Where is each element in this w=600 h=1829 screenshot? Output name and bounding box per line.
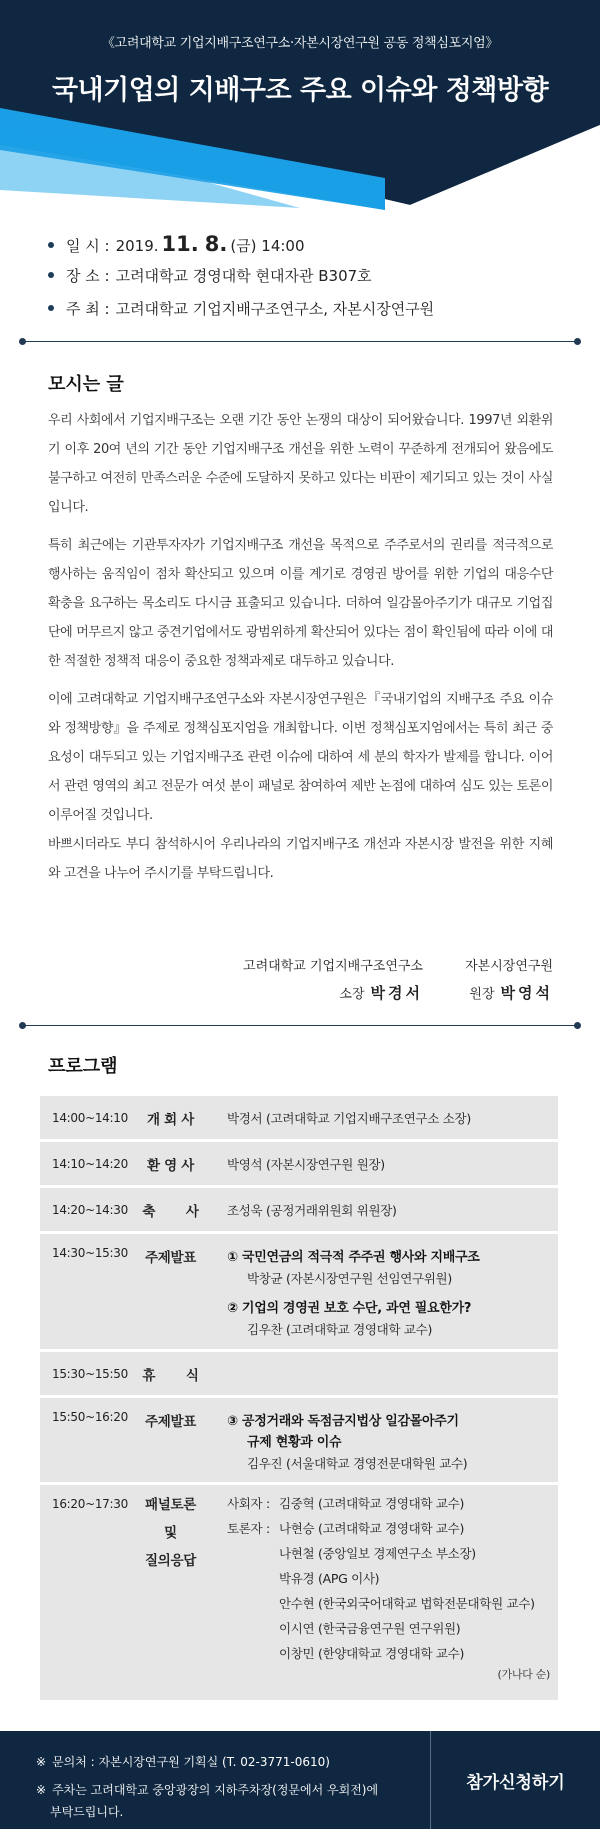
signature-title-1: 소장 <box>339 986 365 1002</box>
talk-speaker: 김우진 (서울대학교 경영전문대학원 교수) <box>247 1456 468 1471</box>
program-table <box>40 1093 558 1703</box>
date-year: 2019. <box>115 237 159 255</box>
signature-block <box>48 950 553 1006</box>
panelist-name: 박유경 (APG 이사) <box>279 1571 380 1586</box>
program-kind <box>128 1485 213 1700</box>
info-date <box>48 232 568 265</box>
talk-title: ③ 공정거래와 독점금지법상 일감몰아주기 <box>227 1414 459 1429</box>
program-kind: 환 영 사 <box>128 1142 213 1185</box>
table-row <box>40 1234 558 1349</box>
panelist <box>227 1616 558 1641</box>
panelist <box>227 1516 558 1541</box>
program-time: 14:10~14:20 <box>40 1142 128 1185</box>
bullet-icon <box>48 272 54 278</box>
program-desc <box>213 1234 558 1349</box>
talk-title: ① 국민연금의 적극적 주주권 행사와 지배구조 <box>227 1250 480 1265</box>
host-value: 고려대학교 기업지배구조연구소, 자본시장연구원 <box>115 300 435 318</box>
place-label: 장 소 : <box>66 267 110 285</box>
program-kind: 축 사 <box>128 1188 213 1231</box>
table-row <box>40 1352 558 1395</box>
panelist <box>227 1591 558 1616</box>
host-label: 주 최 : <box>66 300 110 318</box>
date-label: 일 시 : <box>66 237 110 255</box>
panelist-name: 나현승 (고려대학교 경영대학 교수) <box>279 1521 465 1536</box>
invitation-paragraph: 바쁘시더라도 부디 참석하시어 우리나라의 기업지배구조 개선과 자본시장 발전을 위한 지혜와 고견을 나누어 주시기를 부탁드립니다. <box>48 837 553 881</box>
signature-org-1: 고려대학교 기업지배구조연구소 <box>243 958 423 974</box>
parking-line-cont: 부탁드립니다. <box>50 1805 124 1819</box>
order-note: (가나다 순) <box>497 1668 550 1681</box>
bullet-icon <box>48 242 54 248</box>
program-kind-line: 질의응답 <box>145 1553 196 1569</box>
program-desc <box>213 1352 558 1395</box>
panelist <box>227 1641 558 1666</box>
signature-orgs <box>48 950 553 978</box>
program-desc: 박경서 (고려대학교 기업지배구조연구소 소장) <box>213 1096 558 1139</box>
moderator-label: 사회자 : <box>227 1496 270 1511</box>
divider <box>22 341 578 342</box>
divider <box>22 1025 578 1026</box>
place-value: 고려대학교 경영대학 현대자관 B307호 <box>115 267 372 285</box>
parking-line <box>36 1779 421 1801</box>
info-host <box>48 298 568 331</box>
signature-org-2: 자본시장연구원 <box>465 958 553 974</box>
signature-name-2 <box>453 982 553 1003</box>
panelist <box>227 1566 558 1591</box>
contact-line <box>36 1751 421 1773</box>
note-mark: ※ <box>36 1755 47 1769</box>
panelist-name: 나현철 (중앙일보 경제연구소 부소장) <box>279 1546 476 1561</box>
invitation-paragraph: 우리 사회에서 기업지배구조는 오랜 기간 동안 논쟁의 대상이 되어왔습니다. 1997년 외환위기 이후 20여 년의 기간 동안 기업지배구조 개선을 위한 노력이 꾸준하게 전개되어 왔음에도 불구하고 여전히 만족스러운 수준에 도달하지 못하고 있다는 비판이 제기되고 있는 것이 사실입니다. <box>48 413 553 515</box>
invitation-title: 모시는 글 <box>48 374 124 395</box>
table-row <box>40 1096 558 1139</box>
program-time: 14:00~14:10 <box>40 1096 128 1139</box>
panelist-label: 토론자 : <box>227 1521 270 1536</box>
signature-person-1: 박경서 <box>370 983 423 1002</box>
panelist <box>227 1541 558 1566</box>
table-row <box>40 1142 558 1185</box>
moderator <box>227 1491 558 1516</box>
program-time: 14:30~15:30 <box>40 1234 128 1349</box>
program-kind: 주제발표 <box>128 1398 213 1482</box>
table-row <box>40 1188 558 1231</box>
panelist-name: 이창민 (한양대학교 경영대학 교수) <box>279 1646 465 1661</box>
invitation-body <box>48 406 553 897</box>
program-kind: 개 회 사 <box>128 1096 213 1139</box>
program-desc <box>213 1398 558 1482</box>
signature-person-2: 박영석 <box>500 983 553 1002</box>
signature-names <box>48 978 553 1006</box>
program-time: 16:20~17:30 <box>40 1485 128 1700</box>
talk-speaker: 박창균 (자본시장연구원 선임연구위원) <box>247 1271 452 1286</box>
header-banner <box>0 0 600 210</box>
date-month: 11. <box>161 232 199 256</box>
program-time: 14:20~14:30 <box>40 1188 128 1231</box>
contact-info: 문의처 : 자본시장연구원 기획실 (T. 02-3771-0610) <box>52 1755 330 1769</box>
program-title: 프로그램 <box>48 1056 118 1077</box>
panelist-name: 이시연 (한국금융연구원 연구위원) <box>279 1621 461 1636</box>
program-kind: 휴 식 <box>128 1352 213 1395</box>
program-time: 15:50~16:20 <box>40 1398 128 1482</box>
event-info <box>48 232 568 331</box>
footer-notes <box>36 1751 421 1823</box>
program-kind-line: 및 <box>164 1525 177 1541</box>
event-title: 국내기업의 지배구조 주요 이슈와 정책방향 <box>51 75 549 106</box>
table-row <box>40 1485 558 1700</box>
program-kind-line: 패널토론 <box>145 1497 196 1513</box>
program-time: 15:30~15:50 <box>40 1352 128 1395</box>
talk-title-cont: 규제 현황과 이슈 <box>247 1435 342 1450</box>
moderator-name: 김중혁 (고려대학교 경영대학 교수) <box>279 1496 465 1511</box>
footer <box>0 1731 600 1829</box>
bullet-icon <box>48 305 54 311</box>
table-row <box>40 1398 558 1482</box>
info-place <box>48 265 568 298</box>
signature-title-2: 원장 <box>469 986 495 1002</box>
invitation-paragraph: 특히 최근에는 기관투자자가 기업지배구조 개선을 목적으로 주주로서의 권리를 적극적으로 행사하는 움직임이 점차 확산되고 있으며 이를 계기로 경영권 방어를 위한 기업의 대응수단 확충을 요구하는 목소리도 다시금 표출되고 있습니다. 더하여 일감몰아주기가 대규모 기업집단에 머무르지 않고 중견기업에서도 광범위하게 확산되어 있다는 점이 확인됨에 따라 이에 대한 적절한 정책적 대응이 중요한 정책과제로 대두하고 있습니다. <box>48 538 553 669</box>
date-day: 8. <box>204 232 228 256</box>
apply-button[interactable]: 참가신청하기 <box>466 1772 565 1793</box>
program-kind: 주제발표 <box>128 1234 213 1349</box>
program-desc <box>213 1485 558 1700</box>
note-mark: ※ <box>36 1783 47 1797</box>
date-weekday-time: (금) 14:00 <box>230 237 305 255</box>
talk-speaker: 김우찬 (고려대학교 경영대학 교수) <box>247 1322 433 1337</box>
parking-info: 주차는 고려대학교 중앙광장의 지하주차장(정문에서 우회전)에 <box>52 1783 379 1797</box>
program-desc: 조성욱 (공정거래위원회 위원장) <box>213 1188 558 1231</box>
panelist-name: 안수현 (한국외국어대학교 법학전문대학원 교수) <box>279 1596 535 1611</box>
talk-title: ② 기업의 경영권 보호 수단, 과연 필요한가? <box>227 1301 472 1316</box>
invitation-paragraph: 이에 고려대학교 기업지배구조연구소와 자본시장연구원은『국내기업의 지배구조 주요 이슈와 정책방향』을 주제로 정책심포지엄을 개최합니다. 이번 정책심포지엄에서는 특히 최근 중요성이 대두되고 있는 기업지배구조 관련 이슈에 대하여 세 분의 학자가 발제를 합니다. 이어서 관련 영역의 최고 전문가 여섯 분이 패널로 참여하여 제반 논점에 대하여 심도 있는 토론이 이루어질 것입니다. <box>48 692 553 823</box>
program-desc: 박영석 (자본시장연구원 원장) <box>213 1142 558 1185</box>
signature-name-1 <box>223 982 423 1003</box>
event-subtitle: 《고려대학교 기업지배구조연구소·자본시장연구원 공동 정책심포지엄》 <box>101 36 499 51</box>
